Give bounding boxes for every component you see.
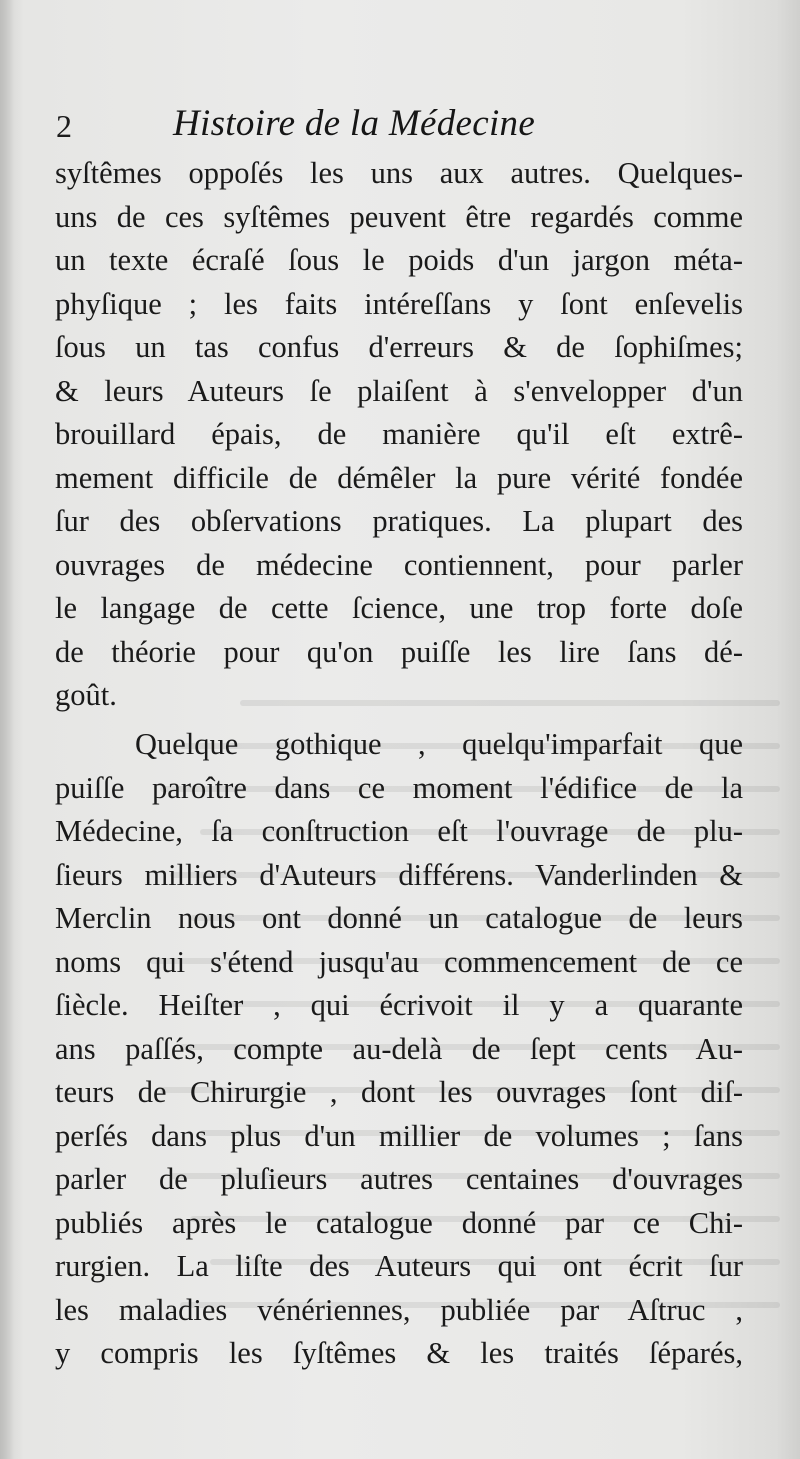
text-line: perſés dans plus d'un millier de volumes ; ſans <box>55 1118 743 1153</box>
text-line: ans paſſés, compte au-delà de ſept cents Au- <box>55 1031 743 1066</box>
page-number: 2 <box>56 108 72 144</box>
text-line: ſur des obſervations pratiques. La plupart des <box>55 504 743 538</box>
page-header <box>38 102 758 152</box>
paragraph-first-line: Quelque gothique , quelqu'imparfait que <box>135 727 743 761</box>
text-line: de théorie pour qu'on puiſſe les lire ſans dé- <box>55 634 743 669</box>
text-line: uns de ces syſtêmes peuvent être regardés comme <box>55 199 743 234</box>
text-line: goût. <box>55 678 117 712</box>
running-title: Histoire de la Médecine <box>173 103 536 144</box>
text-line: ſous un tas confus d'erreurs & de ſophiſmes; <box>55 330 743 364</box>
text-line: publiés après le catalogue donné par ce Chi- <box>55 1205 743 1240</box>
text-line: teurs de Chirurgie , dont les ouvrages ſont diſ- <box>55 1075 743 1109</box>
text-line: Médecine, ſa conſtruction eſt l'ouvrage de plu- <box>55 814 743 848</box>
text-line: mement difficile de démêler la pure vérité fondée <box>55 460 743 495</box>
text-line: Merclin nous ont donné un catalogue de leurs <box>55 901 743 935</box>
text-line: parler de pluſieurs autres centaines d'ouvrages <box>55 1162 743 1196</box>
page-shadow-edge <box>0 0 14 1459</box>
text-line: brouillard épais, de manière qu'il eſt extrê- <box>55 417 743 451</box>
text-line: syſtêmes oppoſés les uns aux autres. Quelques- <box>55 156 743 190</box>
text-line: ouvrages de médecine contiennent, pour parler <box>55 547 743 582</box>
text-line: phyſique ; les faits intéreſſans y ſont enſevelis <box>55 286 743 321</box>
text-line: rurgien. La liſte des Auteurs qui ont écrit ſur <box>55 1249 743 1283</box>
text-line: ſieurs milliers d'Auteurs différens. Vanderlinden & <box>55 857 743 892</box>
text-line: le langage de cette ſcience, une trop forte doſe <box>55 591 743 625</box>
text-line: noms qui s'étend jusqu'au commencement de ce <box>55 944 743 979</box>
text-line: les maladies vénériennes, publiée par Aſtruc , <box>55 1292 743 1327</box>
text-line: ſiècle. Heiſter , qui écrivoit il y a quarante <box>55 988 743 1022</box>
text-line: puiſſe paroître dans ce moment l'édifice de la <box>55 770 743 805</box>
text-line: y compris les ſyſtêmes & les traités ſéparés, <box>55 1336 743 1370</box>
text-line: & leurs Auteurs ſe plaiſent à s'envelopper d'un <box>55 373 743 408</box>
text-line: un texte écraſé ſous le poids d'un jargon méta- <box>55 243 743 277</box>
